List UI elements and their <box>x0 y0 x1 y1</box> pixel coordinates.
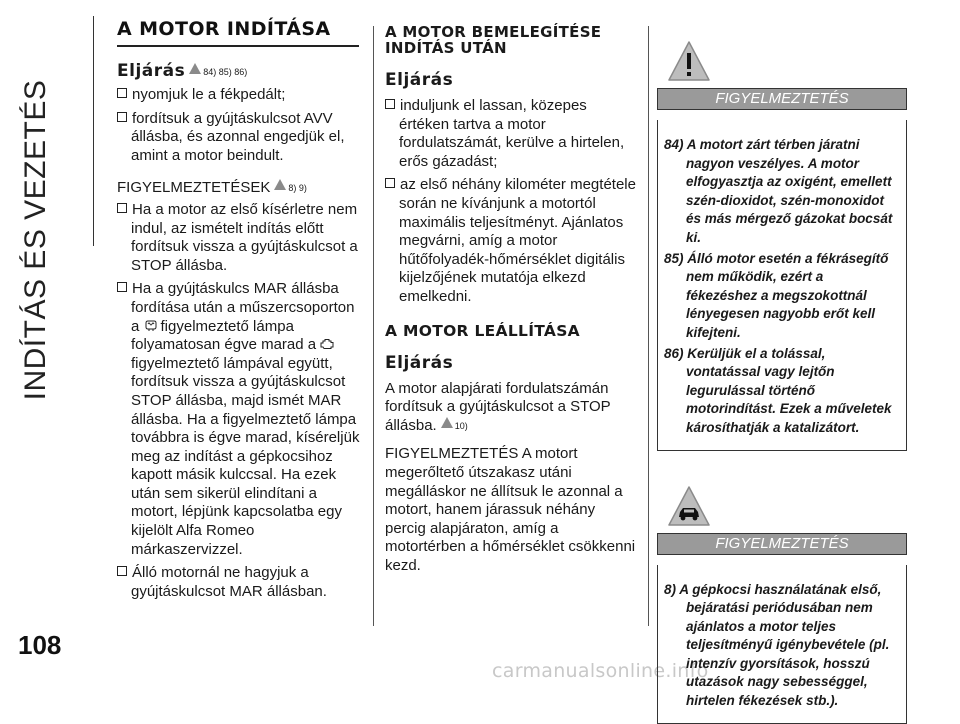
list-item: Álló motornál ne hagyjuk a gyújtáskulcsot MAR állásban. <box>117 564 365 601</box>
checkbox-icon <box>117 566 127 576</box>
warning-refs: 84) 85) 86) <box>203 67 248 77</box>
list-item: az első néhány kilométer megtétele során ne kívánjunk a motortól maximális teljesítményt. Ajánlatos megvárni, amíg a motor hűtőfolyadék-hőmérséklet digitális kijelzőjének mutatója elkezd emelkedni. <box>385 176 640 306</box>
checkbox-icon <box>117 112 127 122</box>
heading-warmup: A MOTOR BEMELEGÍTÉSE INDÍTÁS UTÁN <box>385 23 602 57</box>
watermark: carmanualsonline.info <box>492 660 709 682</box>
paragraph: A motor alapjárati fordulatszámán fordítsuk a gyújtáskulcsot a STOP állásba. 10) <box>385 379 611 434</box>
warning-item: 84) A motort zárt térben járatni nagyon veszélyes. A motor elfogyasztja az oxigént, emellett szén-dioxidot, szén-monoxidot és más mérgező gázokat bocsát ki. <box>664 137 893 245</box>
warning-title: FIGYELMEZTETÉS <box>657 88 907 110</box>
column-divider <box>373 26 374 626</box>
warning-exclamation-icon <box>667 40 711 82</box>
list-item: Ha a motor az első kísérletre nem indul, az ismételt indítás előtt fordítsuk vissza a gyújtáskulcsot a STOP állásba. <box>117 201 365 275</box>
checkbox-icon <box>117 203 127 213</box>
warnings-label-line: FIGYELMEZTETÉSEK 8) 9) <box>117 179 307 197</box>
warning-item: 86) Kerüljük el a tolással, vontatással vagy lejtőn legurulással történő motorindítást. Ezek a műveletek károsíthatják a katalizátort. <box>664 345 892 435</box>
list-item: Ha a gyújtáskulcs MAR állásba fordítása után a műszercsoporton a figyelmeztető lámpa folyamatosan égve marad a figyelmeztető lámpával együtt, fordítsuk vissza a gyújtáskulcsot STOP állásba, majd ismét MAR állásba. Ha a figyelmeztető lámpa továbbra is égve marad, kíséreljük meg az indítást a gépkocsihoz kapott másik kulccsal. Ha ezek után sem sikerül elindítani a motort, lépjünk kapcsolatba egy kijelölt Alfa Romeo márkaszervizzel. <box>117 280 365 559</box>
warning-triangle-icon <box>189 63 201 74</box>
heading-engine-start: A MOTOR INDÍTÁSA <box>117 18 331 40</box>
checkbox-icon <box>385 178 395 188</box>
subheading-procedure: Eljárás <box>385 70 454 90</box>
heading-rule <box>117 45 359 47</box>
warning-box <box>657 120 907 451</box>
warning-item: 8) A gépkocsi használatának első, bejáratási periódusában nem ajánlatos a motor teljes teljesítményű igénybevétele (pl. intenzív gyorsítások, hosszú utazások nagy sebességgel, hirtelen fékezések stb.). <box>664 581 890 709</box>
paragraph: FIGYELMEZTETÉS A motort megerőltető útszakasz utáni megálláskor ne állítsuk le azonnal a motort, hanem járassuk néhány percig alapjáraton, amíg a motortérben a hőmérséklet csökkenni kezd. <box>385 445 636 574</box>
subheading-procedure: Eljárás <box>117 61 186 81</box>
checkbox-icon <box>117 88 127 98</box>
car-warning-icon <box>667 485 711 527</box>
list-item: nyomjuk le a fékpedált; <box>117 86 365 105</box>
glow-plug-warning-icon <box>144 320 158 332</box>
page-number: 108 <box>18 630 62 660</box>
warning-triangle-icon <box>274 179 286 190</box>
checkbox-icon <box>385 99 395 109</box>
column-warnings <box>657 40 907 724</box>
warning-triangle-icon <box>441 417 453 428</box>
column-divider <box>648 26 649 626</box>
warning-item: 85) Álló motor esetén a fékrásegítő nem működik, ezért a fékezéshez a megszokottnál lényegesen nagyobb erőt kell kifejteni. <box>664 250 889 340</box>
checkbox-icon <box>117 282 127 292</box>
heading-engine-stop: A MOTOR LEÁLLÍTÁSA <box>385 321 580 340</box>
section-title: INDÍTÁS ÉS VEZETÉS <box>19 79 52 401</box>
list-item: induljunk el lassan, közepes értéken tartva a motor fordulatszámát, kerülve a hirtelen, erős gázadást; <box>385 97 640 171</box>
list-item: fordítsuk a gyújtáskulcsot AVV állásba, és azonnal engedjük el, amint a motor beindult. <box>117 110 365 166</box>
subheading-procedure: Eljárás <box>385 352 454 373</box>
warning-title: FIGYELMEZTETÉS <box>657 533 907 555</box>
warning-box <box>657 565 907 724</box>
column-engine-start <box>117 18 365 606</box>
sidebar-divider <box>93 16 94 246</box>
column-warmup-stop <box>385 24 640 575</box>
engine-malfunction-icon <box>320 338 334 350</box>
